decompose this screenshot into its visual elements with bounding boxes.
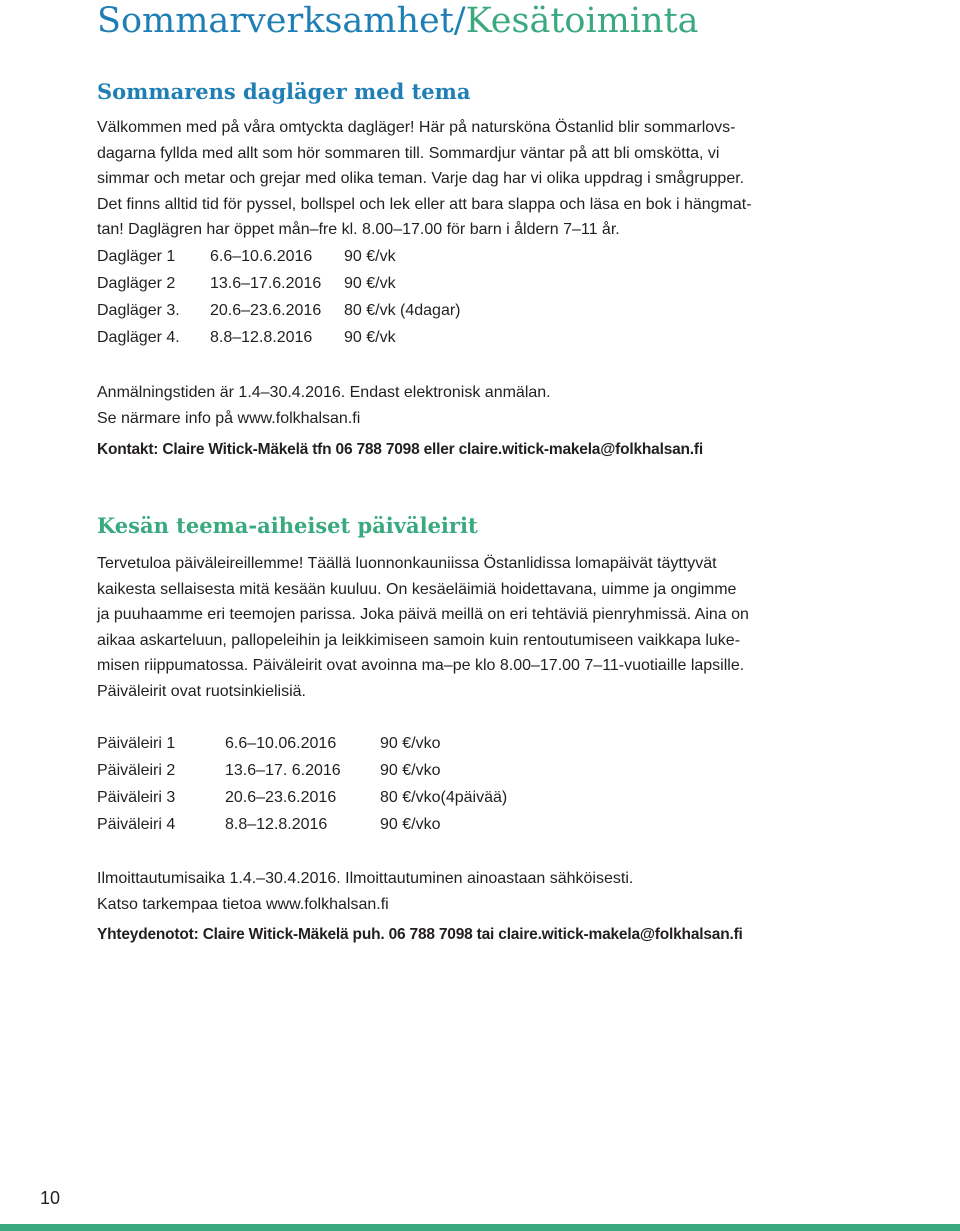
swedish-contact: Kontakt: Claire Witick-Mäkelä tfn 06 788 7098 eller claire.witick-makela@folkhalsan.fi [97,441,703,458]
swedish-intro-line: dagarna fyllda med allt som hör sommaren till. Sommardjur väntar på att bli omskötta, vi [97,144,720,162]
camp-price: 90 €/vk [344,275,396,292]
camp-price: 80 €/vko(4päivää) [380,789,508,806]
title-swedish: Sommarverksamhet [97,1,454,41]
camp-dates: 6.6–10.6.2016 [210,248,313,265]
finnish-contact: Yhteydenotot: Claire Witick-Mäkelä puh. 06 788 7098 tai claire.witick-makela@folkhalsan.fi [97,926,743,943]
camp-price: 90 €/vko [380,762,441,779]
finnish-registration [97,866,877,917]
camp-dates: 13.6–17. 6.2016 [225,762,341,779]
camp-price: 90 €/vk [344,329,396,346]
swedish-registration [97,380,877,431]
title-separator: / [453,1,466,41]
camp-price: 90 €/vko [380,816,441,833]
camp-dates: 13.6–17.6.2016 [210,275,322,292]
title-finnish: Kesätoiminta [465,1,699,41]
swedish-intro-line: Välkommen med på våra omtyckta dagläger! Här på natursköna Östanlid blir sommarlovs- [97,119,736,136]
camp-name: Päiväleiri 3 [97,789,176,806]
camp-price: 90 €/vk [344,248,396,265]
camp-name: Dagläger 4. [97,329,180,346]
swedish-intro-line: tan! Daglägren har öppet mån–fre kl. 8.00–17.00 för barn i åldern 7–11 år. [97,221,620,238]
footer-rule [0,1224,960,1231]
registration-line: Katso tarkempaa tietoa www.folkhalsan.fi [97,895,389,913]
swedish-heading: Sommarens dagläger med tema [97,79,471,104]
page-title [97,0,699,42]
camp-name: Dagläger 1 [97,248,176,265]
finnish-intro-line: misen riippumatossa. Päiväleirit ovat avoinna ma–pe klo 8.00–17.00 7–11-vuotiaille lapsille. [97,657,745,674]
finnish-intro-line: aikaa askarteluun, pallopeleihin ja leikkimiseen samoin kuin rentoutumiseen vaikkapa luke- [97,631,741,649]
finnish-intro [97,551,877,704]
swedish-intro-line: Det finns alltid tid för pyssel, bollspel och lek eller att bara slappa och läsa en bok i hängmat- [97,195,752,213]
finnish-intro-line: kaikesta sellaisesta mitä kesään kuuluu. On kesäeläimiä hoidettavana, uimme ja ongimme [97,580,737,598]
camp-name: Dagläger 3. [97,302,180,319]
finnish-intro-line: Tervetuloa päiväleireillemme! Täällä luonnonkauniissa Östanlidissa lomapäivät täyttyvät [97,555,717,572]
registration-line: Anmälningstiden är 1.4–30.4.2016. Endast elektronisk anmälan. [97,384,551,401]
camp-name: Dagläger 2 [97,275,176,292]
finnish-intro-line: ja puuhaamme eri teemojen parissa. Joka päivä meillä on eri tehtäviä pienryhmissä. Aina on [97,606,749,623]
camp-dates: 20.6–23.6.2016 [225,789,337,806]
camp-dates: 8.8–12.8.2016 [225,816,328,833]
camp-name: Päiväleiri 2 [97,762,176,779]
camp-price: 90 €/vko [380,735,441,752]
swedish-intro [97,115,877,243]
swedish-intro-line: simmar och metar och grejar med olika teman. Varje dag har vi olika uppdrag i smågrupper. [97,170,745,187]
finnish-intro-line: Päiväleirit ovat ruotsinkielisiä. [97,682,306,700]
camp-price: 80 €/vk (4dagar) [344,302,461,319]
camp-name: Päiväleiri 4 [97,816,176,833]
page-number: 10 [40,1188,61,1208]
registration-line: Ilmoittautumisaika 1.4.–30.4.2016. Ilmoittautuminen ainoastaan sähköisesti. [97,870,634,887]
camp-dates: 20.6–23.6.2016 [210,302,322,319]
camp-dates: 8.8–12.8.2016 [210,329,313,346]
finnish-heading: Kesän teema-aiheiset päiväleirit [97,513,478,538]
camp-name: Päiväleiri 1 [97,735,176,752]
registration-line: Se närmare info på www.folkhalsan.fi [97,409,361,427]
camp-dates: 6.6–10.06.2016 [225,735,337,752]
